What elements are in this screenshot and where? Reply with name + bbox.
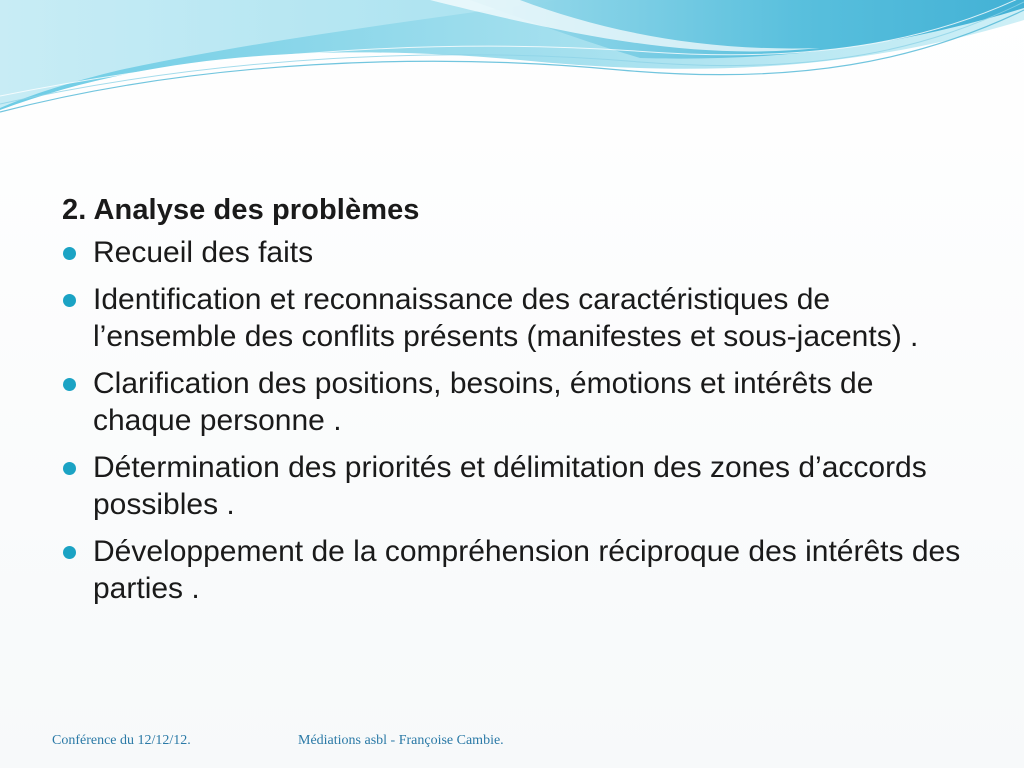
bullet-list: [60, 234, 980, 607]
bullet-text: Recueil des faits: [93, 236, 314, 269]
slide-body: [60, 190, 980, 617]
bullet-icon: [63, 462, 76, 475]
bullet-text: Clarification des positions, besoins, émotions et intérêts de chaque personne .: [93, 367, 874, 437]
list-item: [60, 281, 980, 355]
footer-date: Conférence du 12/12/12.: [52, 733, 191, 748]
footer-author: Médiations asbl - Françoise Cambie.: [298, 733, 504, 748]
header-wave-decoration: [0, 0, 1024, 130]
list-item: [60, 365, 980, 439]
list-item: [60, 449, 980, 523]
list-item: [60, 234, 980, 271]
bullet-icon: [63, 294, 76, 307]
bullet-icon: [63, 546, 76, 559]
bullet-text: Développement de la compréhension réciproque des intérêts des parties .: [93, 535, 961, 605]
bullet-text: Détermination des priorités et délimitation des zones d’accords possibles .: [93, 451, 927, 521]
bullet-icon: [63, 247, 76, 260]
section-heading: 2. Analyse des problèmes: [62, 194, 420, 226]
bullet-icon: [63, 378, 76, 391]
bullet-text: Identification et reconnaissance des caractéristiques de l’ensemble des conflits présents (manifestes et sous-jacents) .: [93, 283, 919, 353]
list-item: [60, 533, 980, 607]
